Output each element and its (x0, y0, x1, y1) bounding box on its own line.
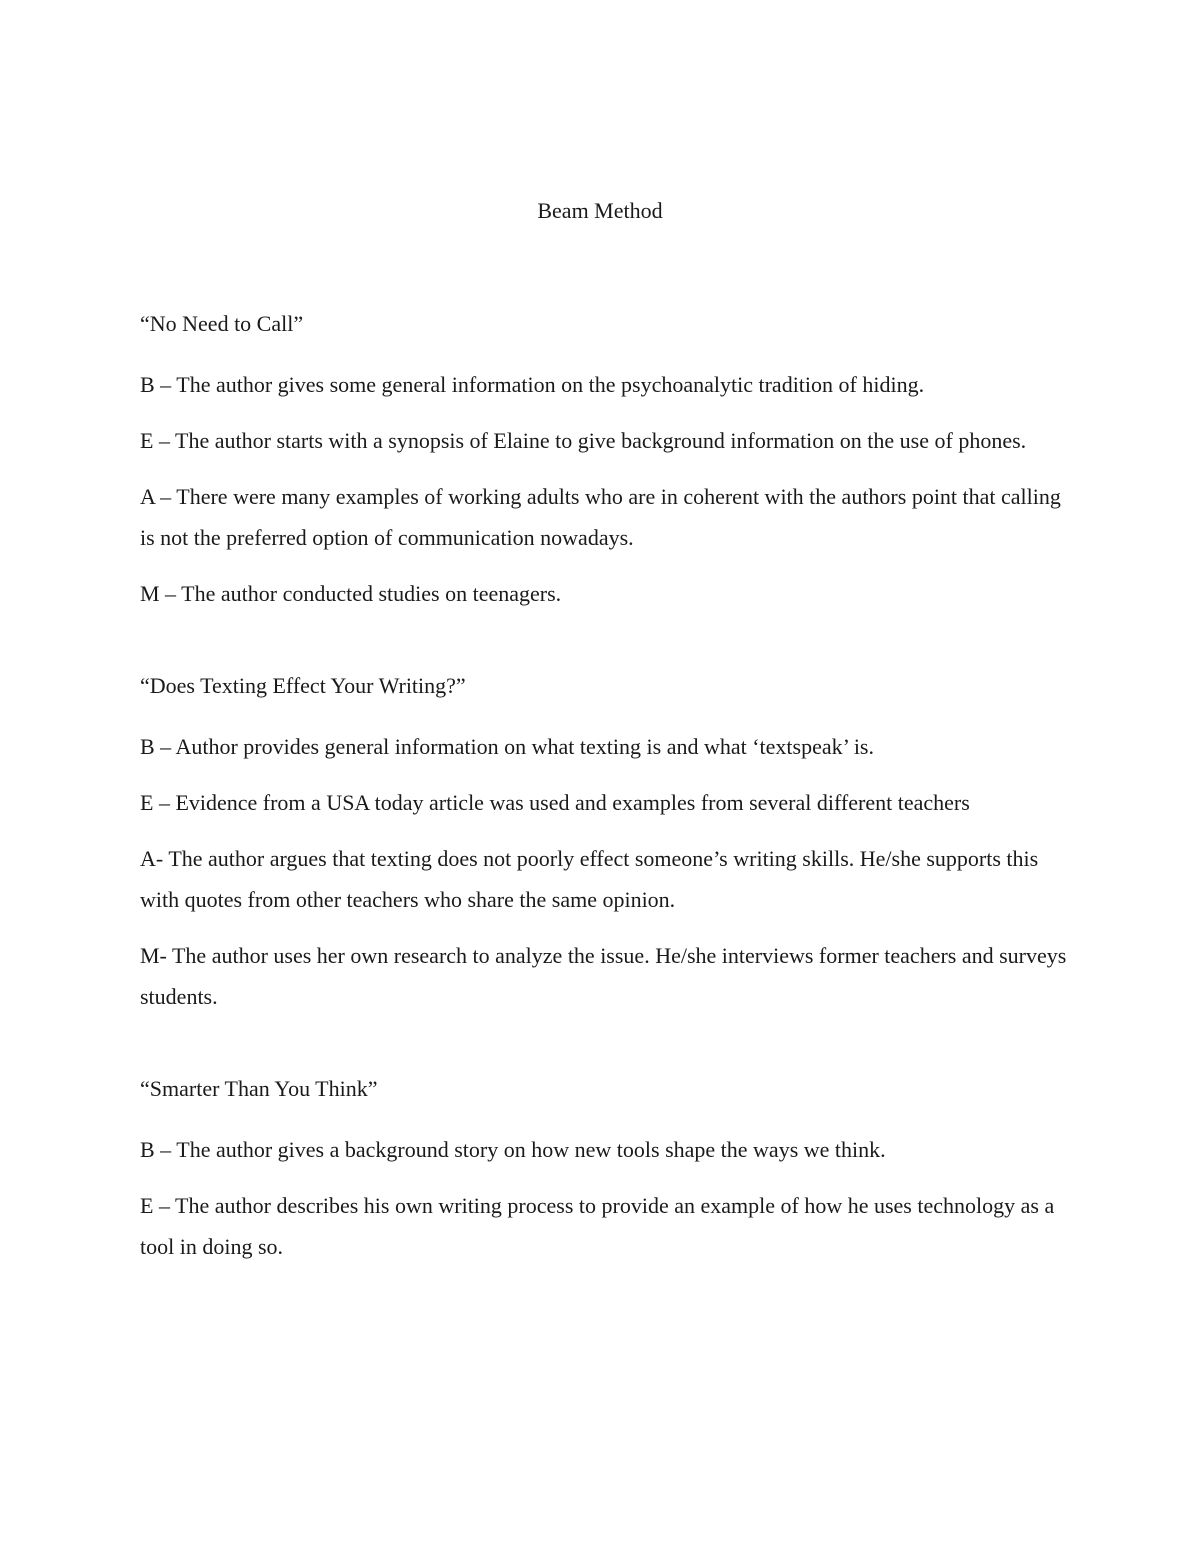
entry-e: E – The author describes his own writing process to provide an example of how he uses technology as a tool in doing so. (140, 1193, 1055, 1259)
entry-b: B – The author gives some general information on the psychoanalytic tradition of hiding. (140, 372, 925, 397)
entry-b: B – The author gives a background story on how new tools shape the ways we think. (140, 1137, 886, 1162)
section-heading: “Smarter Than You Think” (140, 1076, 378, 1101)
entry-e: E – Evidence from a USA today article was used and examples from several different teachers (140, 790, 970, 815)
entry-e: E – The author starts with a synopsis of Elaine to give background information on the use of phones. (140, 428, 1027, 453)
section-does-texting-effect-your-writing (140, 670, 1070, 1017)
section-heading: “Does Texting Effect Your Writing?” (140, 673, 466, 698)
entry-b: B – Author provides general information on what texting is and what ‘textspeak’ is. (140, 734, 874, 759)
section-no-need-to-call (140, 308, 1070, 614)
section-heading: “No Need to Call” (140, 311, 304, 336)
entry-a: A- The author argues that texting does not poorly effect someone’s writing skills. He/she supports this with quotes from other teachers who share the same opinion. (140, 846, 1039, 912)
section-smarter-than-you-think (140, 1073, 1070, 1267)
document-title: Beam Method (537, 198, 663, 223)
entry-m: M – The author conducted studies on teenagers. (140, 581, 562, 606)
entry-a: A – There were many examples of working adults who are in coherent with the authors point that calling is not the preferred option of communication nowadays. (140, 484, 1061, 550)
entry-m: M- The author uses her own research to analyze the issue. He/she interviews former teachers and surveys students. (140, 943, 1067, 1009)
document-body (140, 308, 1070, 1282)
